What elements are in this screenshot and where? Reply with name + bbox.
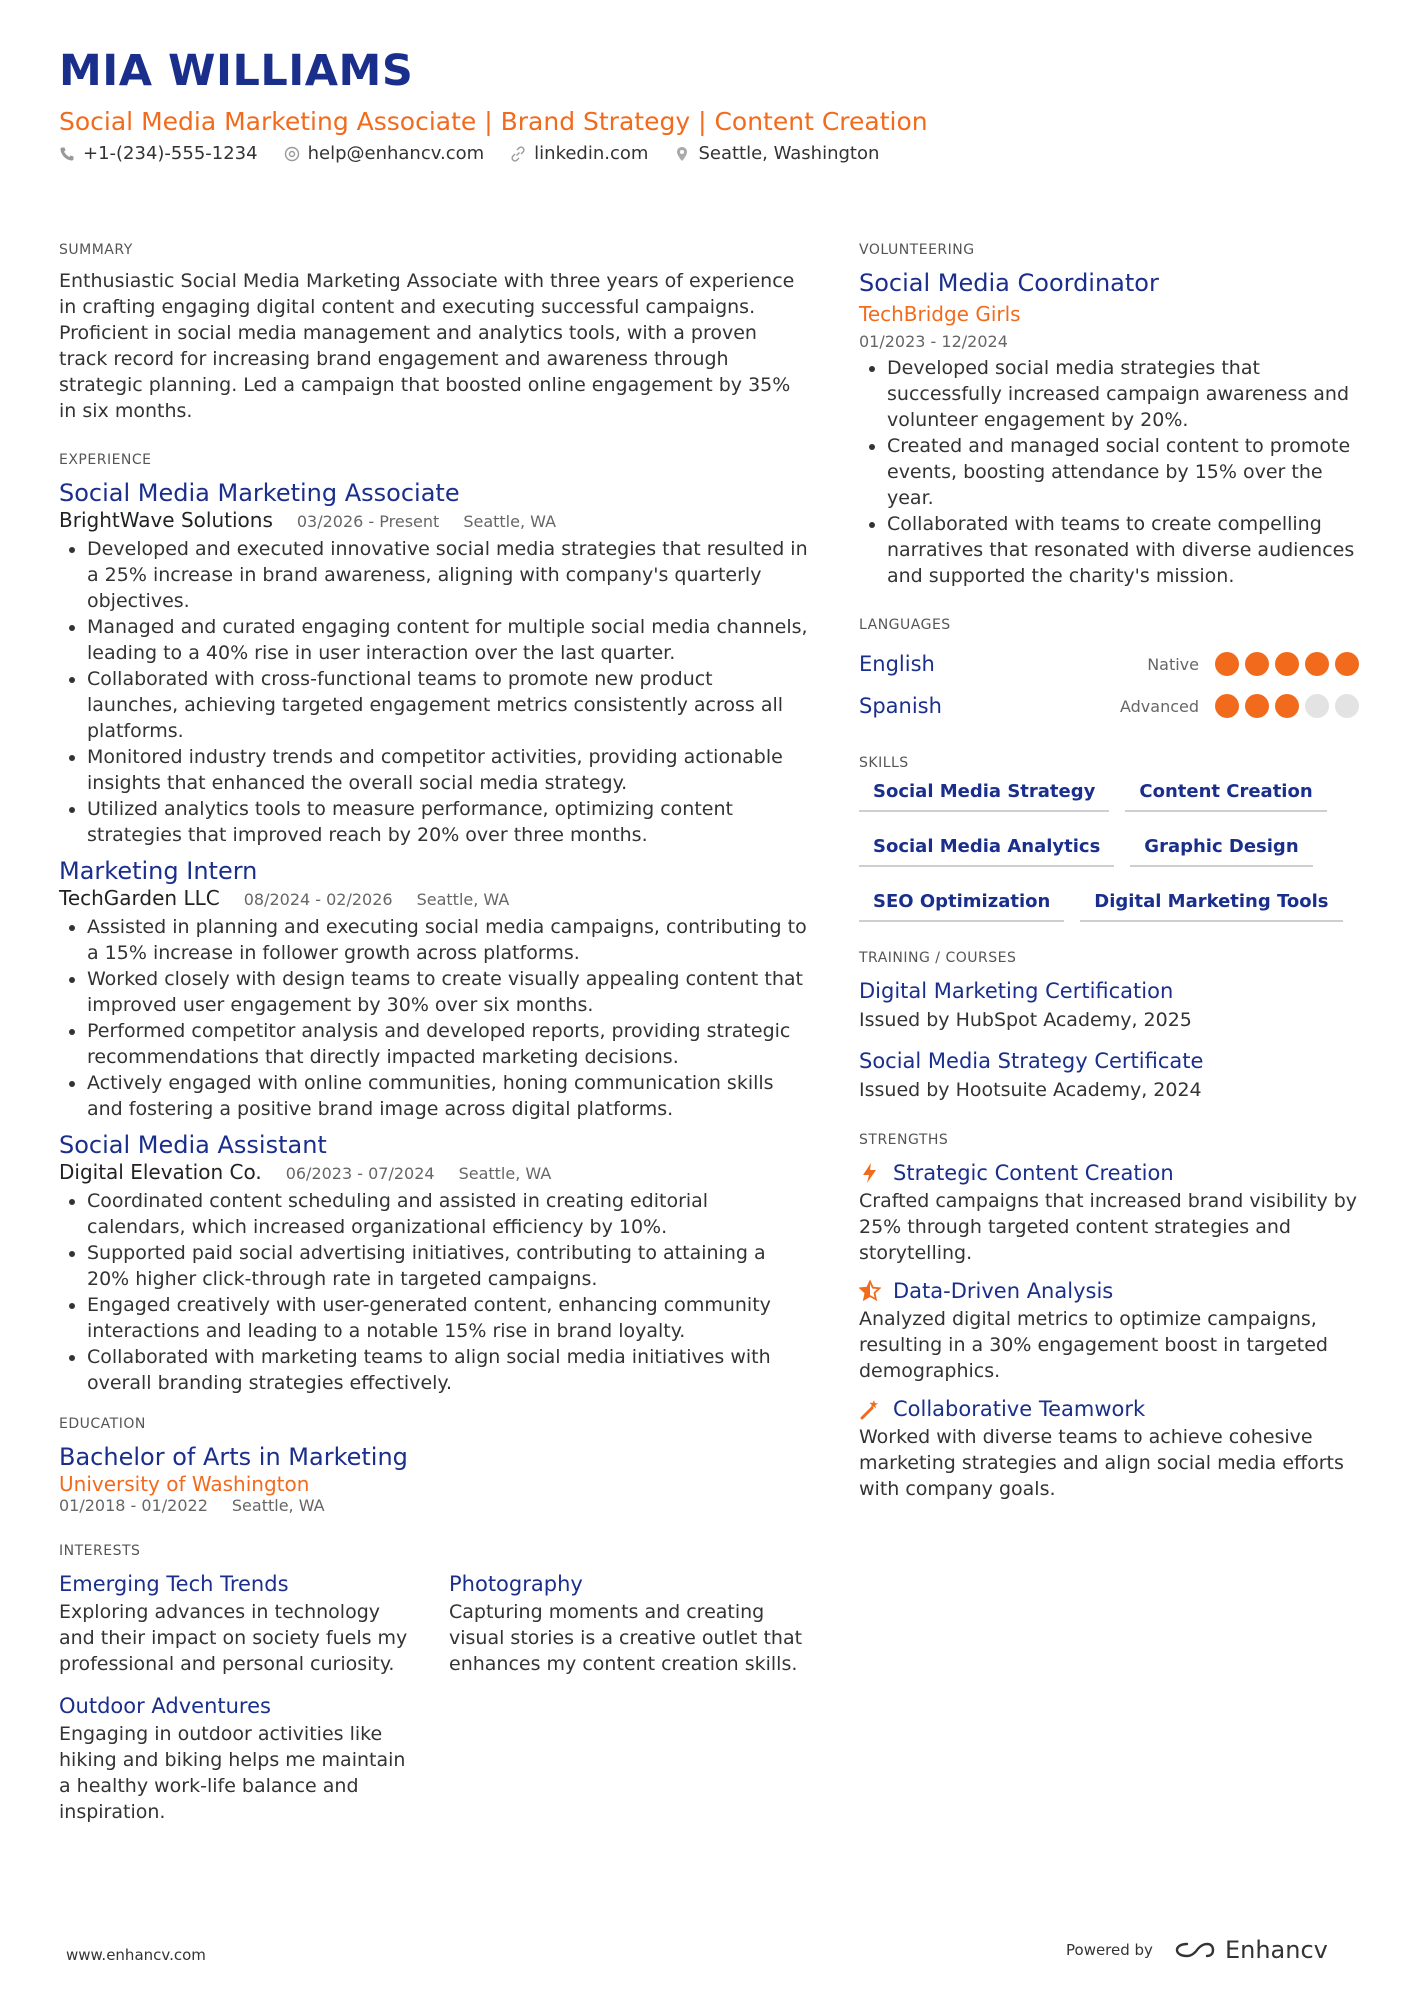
phone-text: +1-(234)-555-1234 [83,143,258,164]
volunteering-section [859,242,1359,589]
job-entry [59,856,809,1122]
right-column [859,242,1359,1530]
section-heading: SKILLS [859,755,909,771]
job-title: Social Media Assistant [59,1131,327,1159]
job-dates: 03/2026 - Present [296,512,440,531]
strength-heading [859,1394,1359,1424]
bullet-item: • Collaborated with marketing teams to align social media initiatives with overall branding strategies effectively. [87,1344,809,1396]
interest-title: Photography [449,1572,583,1596]
interest-text: Capturing moments and creating visual stories is a creative outlet that enhances my content creation skills. [449,1601,803,1675]
languages-section [859,617,1359,727]
interests-section [59,1543,809,1825]
job-meta [59,508,809,532]
skill-tag: SEO Optimization [859,891,1064,922]
strength-text: Crafted campaigns that increased brand visibility by 25% through targeted content strategies and storytelling. [859,1190,1358,1264]
interest-text: Engaging in outdoor activities like hiking and biking helps me maintain a healthy work-life balance and inspiration. [59,1723,406,1823]
volunteer-bullets [859,355,1359,589]
at-icon [284,146,300,162]
bullet-item: • Coordinated content scheduling and assisted in creating editorial calendars, which increased organizational efficiency by 10%. [87,1188,809,1240]
resume-page [59,46,1359,164]
bullet-item: • Developed and executed innovative social media strategies that resulted in a 25% increase in brand awareness, aligning with company's quarterly objectives. [87,536,809,614]
bullet-item: • Actively engaged with online communities, honing communication skills and fostering a positive brand image across digital platforms. [87,1070,809,1122]
proficiency-dot-empty [1305,694,1329,718]
company-name: Digital Elevation Co. [59,1160,262,1184]
strengths-section [859,1132,1359,1502]
company-name: BrightWave Solutions [59,508,273,532]
language-name: Spanish [859,694,942,718]
course-title: Digital Marketing Certification [859,979,1174,1003]
star-half-icon [859,1280,881,1302]
degree-title: Bachelor of Arts in Marketing [59,1443,408,1471]
section-heading: LANGUAGES [859,617,951,633]
volunteer-dates: 01/2023 - 12/2024 [859,332,1008,351]
skills-list [859,781,1359,922]
section-heading: INTERESTS [59,1543,141,1559]
bullet-item: • Supported paid social advertising initiatives, contributing to attaining a 20% higher click-through rate in targeted campaigns. [87,1240,809,1292]
job-bullets [59,914,809,1122]
location-pin-icon [674,146,690,162]
interest-title: Outdoor Adventures [59,1694,271,1718]
section-heading: EDUCATION [59,1416,146,1432]
job-location: Seattle, WA [416,890,510,909]
job-location: Seattle, WA [458,1164,552,1183]
bullet-item: • Utilized analytics tools to measure performance, optimizing content strategies that improved reach by 20% over three months. [87,796,809,848]
bullet-item: • Assisted in planning and executing social media campaigns, contributing to a 15% increase in follower growth across platforms. [87,914,809,966]
contact-bar [59,143,1359,164]
link-icon [510,146,526,162]
proficiency-dots [1215,694,1359,718]
interest-item [59,1691,419,1825]
interest-text: Exploring advances in technology and their impact on society fuels my professional and personal curiosity. [59,1601,408,1675]
bolt-icon [859,1162,881,1184]
brand-name: Enhancv [1224,1936,1328,1964]
proficiency-dot-filled [1305,652,1329,676]
job-entry [59,1130,809,1396]
enhancv-logo-icon [1173,1938,1217,1962]
language-name: English [859,652,935,676]
bullet-item: • Managed and curated engaging content for multiple social media channels, leading to a 40% rise in user interaction over the last quarter. [87,614,809,666]
skill-tag: Digital Marketing Tools [1080,891,1342,922]
skill-tag: Graphic Design [1130,836,1312,867]
interest-item [449,1569,809,1677]
linkedin-text: linkedin.com [534,143,649,164]
volunteer-org: TechBridge Girls [859,302,1021,326]
experience-section [59,452,809,1396]
course-title: Social Media Strategy Certificate [859,1049,1204,1073]
language-row [859,685,1359,727]
language-level: Native [1147,654,1199,674]
job-bullets [59,536,809,848]
summary-text: Enthusiastic Social Media Marketing Associate with three years of experience in crafting engaging digital content and executing successful campaigns. Proficient in social media management and analytics tools, with a proven track record for increasing brand engagement and awareness through strategic planning. Led a campaign that boosted online engagement by 35% in six months. [59,270,795,422]
proficiency-dots [1215,652,1359,676]
strength-text: Analyzed digital metrics to optimize campaigns, resulting in a 30% engagement boost in targeted demographics. [859,1308,1328,1382]
job-entry [59,478,809,848]
job-dates: 08/2024 - 02/2026 [243,890,393,909]
strength-title: Collaborative Teamwork [893,1397,1146,1421]
bullet-item: • Developed social media strategies that successfully increased campaign awareness and volunteer engagement by 20%. [887,355,1359,433]
volunteer-title: Social Media Coordinator [859,269,1159,297]
proficiency-dot-filled [1215,652,1239,676]
bullet-item: • Created and managed social content to promote events, boosting attendance by 15% over the year. [887,433,1359,511]
job-title: Social Media Marketing Associate [59,479,460,507]
candidate-name: MIA WILLIAMS [59,46,414,96]
strength-title: Strategic Content Creation [893,1161,1174,1185]
proficiency-dot-filled [1275,694,1299,718]
proficiency-dot-filled [1275,652,1299,676]
proficiency-dot-filled [1245,694,1269,718]
interests-grid [59,1569,809,1825]
course-issuer: Issued by Hootsuite Academy, 2024 [859,1079,1202,1101]
headline: Social Media Marketing Associate | Brand Strategy | Content Creation [59,107,928,136]
contact-location [674,143,879,164]
section-heading: SUMMARY [59,242,133,258]
strength-text: Worked with diverse teams to achieve cohesive marketing strategies and align social media efforts with company goals. [859,1426,1344,1500]
contact-phone [59,143,258,164]
strength-title: Data-Driven Analysis [893,1279,1114,1303]
job-bullets [59,1188,809,1396]
proficiency-dot-filled [1335,652,1359,676]
skill-tag: Social Media Strategy [859,781,1109,812]
strength-heading [859,1158,1359,1188]
location-text: Seattle, Washington [698,143,880,164]
job-title: Marketing Intern [59,857,258,885]
bullet-item: • Collaborated with teams to create compelling narratives that resonated with diverse audiences and supported the charity's mission. [887,511,1359,589]
skill-tag: Content Creation [1125,781,1326,812]
interest-title: Emerging Tech Trends [59,1572,289,1596]
job-meta [59,886,809,910]
section-heading: TRAINING / COURSES [859,950,1017,966]
contact-email[interactable] [284,143,485,164]
skills-section [859,755,1359,922]
email-text: help@enhancv.com [307,143,485,164]
bullet-item: • Collaborated with cross-functional teams to promote new product launches, achieving targeted engagement metrics consistently across all platforms. [87,666,809,744]
education-section [59,1416,809,1515]
job-dates: 06/2023 - 07/2024 [285,1164,435,1183]
job-location: Seattle, WA [463,512,557,531]
proficiency-dot-empty [1335,694,1359,718]
training-section [859,950,1359,1104]
company-name: TechGarden LLC [59,886,220,910]
strength-heading [859,1276,1359,1306]
proficiency-dot-filled [1215,694,1239,718]
brand-logo[interactable] [1173,1936,1328,1964]
education-meta [59,1496,809,1515]
summary-section [59,242,809,424]
course-issuer: Issued by HubSpot Academy, 2025 [859,1009,1192,1031]
footer-website[interactable]: www.enhancv.com [66,1946,206,1964]
powered-by-label: Powered by [1066,1941,1153,1959]
bullet-item: • Performed competitor analysis and developed reports, providing strategic recommendations that directly impacted marketing decisions. [87,1018,809,1070]
contact-linkedin[interactable] [510,143,648,164]
section-heading: STRENGTHS [859,1132,949,1148]
phone-icon [59,146,75,162]
bullet-item: • Engaged creatively with user-generated content, enhancing community interactions and leading to a notable 15% rise in brand loyalty. [87,1292,809,1344]
section-heading: EXPERIENCE [59,452,152,468]
magic-wand-icon [859,1398,881,1420]
proficiency-dot-filled [1245,652,1269,676]
section-heading: VOLUNTEERING [859,242,975,258]
footer-branding [1066,1936,1328,1964]
language-level: Advanced [1119,696,1199,716]
interest-item [59,1569,419,1677]
education-location: Seattle, WA [231,1496,325,1515]
language-row [859,643,1359,685]
left-column [59,242,809,1853]
skill-tag: Social Media Analytics [859,836,1114,867]
job-meta [59,1160,809,1184]
bullet-item: • Worked closely with design teams to create visually appealing content that improved user engagement by 30% over six months. [87,966,809,1018]
school-name: University of Washington [59,1472,310,1496]
education-dates: 01/2018 - 01/2022 [59,1496,208,1515]
bullet-item: • Monitored industry trends and competitor activities, providing actionable insights that enhanced the overall social media strategy. [87,744,809,796]
